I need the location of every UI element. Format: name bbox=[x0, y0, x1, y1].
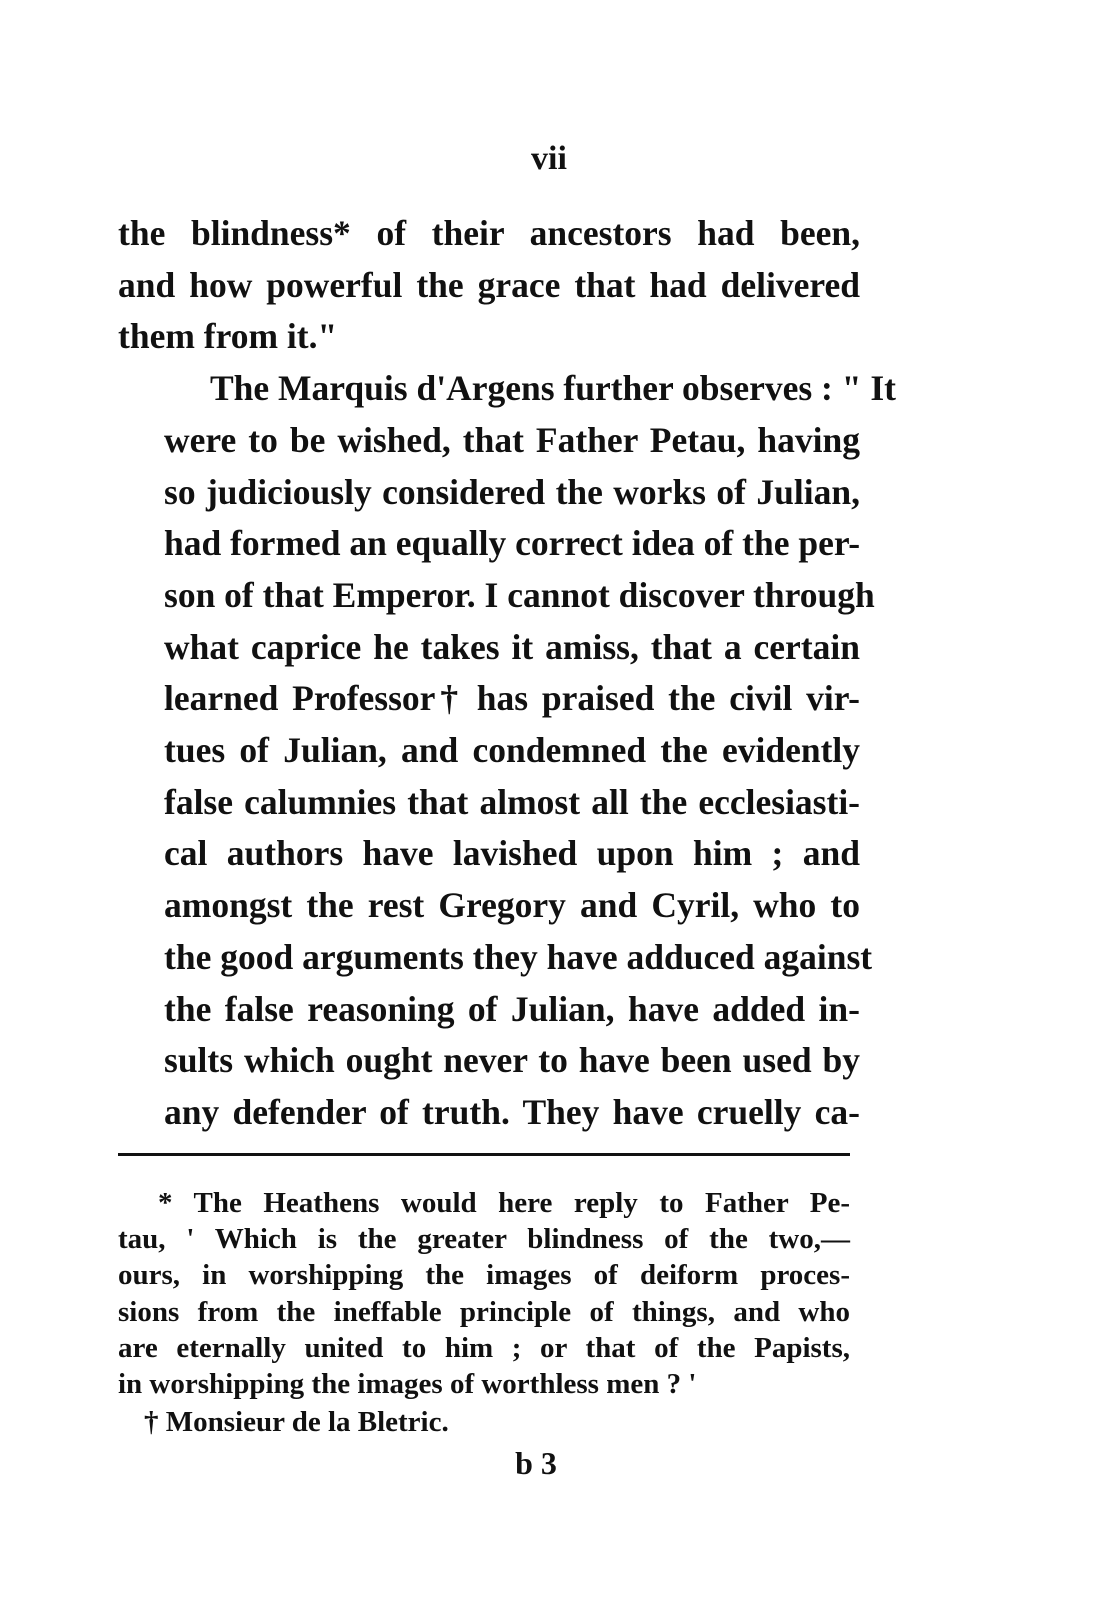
text-line: had formed an equally correct idea of the per- bbox=[164, 523, 861, 564]
footnote-line: * The Heathens would here reply to Father Pe- bbox=[158, 1187, 850, 1219]
text-line: so judiciously considered the works of Julian, bbox=[164, 471, 860, 512]
paragraph-marquis bbox=[118, 363, 896, 1139]
text-line: and how powerful the grace that had delivered bbox=[118, 264, 860, 305]
footnote-dagger: † Monsieur de la Bletric. bbox=[144, 1406, 449, 1439]
text-line: were to be wished, that Father Petau, having bbox=[164, 419, 860, 460]
footnote-line: tau, ' Which is the greater blindness of the two,— bbox=[118, 1223, 850, 1256]
text-line: them from it." bbox=[118, 316, 338, 357]
footnote-line: sions from the ineffable principle of things, and who bbox=[118, 1295, 850, 1328]
text-line: learned Professor† has praised the civil vir- bbox=[164, 678, 860, 719]
signature-text: b 3 bbox=[515, 1445, 557, 1481]
text-line: cal authors have lavished upon him ; and bbox=[164, 833, 860, 874]
page-number: vii bbox=[531, 140, 567, 177]
text-line: amongst the rest Gregory and Cyril, who to bbox=[164, 885, 860, 926]
footnote-rule bbox=[118, 1153, 850, 1156]
text-line: tues of Julian, and condemned the evidently bbox=[164, 730, 860, 771]
main-text bbox=[118, 208, 896, 1139]
text-line: what caprice he takes it amiss, that a certain bbox=[164, 626, 860, 667]
text-line: false calumnies that almost all the ecclesiasti- bbox=[164, 781, 860, 822]
text-line: any defender of truth. They have cruelly ca- bbox=[164, 1091, 860, 1132]
footnote-asterisk bbox=[118, 1185, 850, 1402]
footnote-line: ours, in worshipping the images of deiform proces- bbox=[118, 1259, 850, 1292]
text-line: The Marquis d'Argens further observes : " It bbox=[210, 368, 896, 409]
footnote-line: in worshipping the images of worthless men ? ' bbox=[118, 1368, 697, 1401]
text-line: the blindness* of their ancestors had been, bbox=[118, 213, 860, 253]
footnote-line: are eternally united to him ; or that of the Papists, bbox=[118, 1331, 850, 1364]
text-line: sults which ought never to have been used by bbox=[164, 1040, 860, 1081]
footnotes bbox=[118, 1185, 850, 1440]
signature-mark bbox=[0, 1445, 1098, 1482]
text-line: son of that Emperor. I cannot discover through bbox=[164, 574, 875, 615]
text-line: the false reasoning of Julian, have added in- bbox=[164, 988, 860, 1029]
paragraph-continuation bbox=[118, 208, 860, 363]
text-line: the good arguments they have adduced against bbox=[164, 936, 873, 977]
